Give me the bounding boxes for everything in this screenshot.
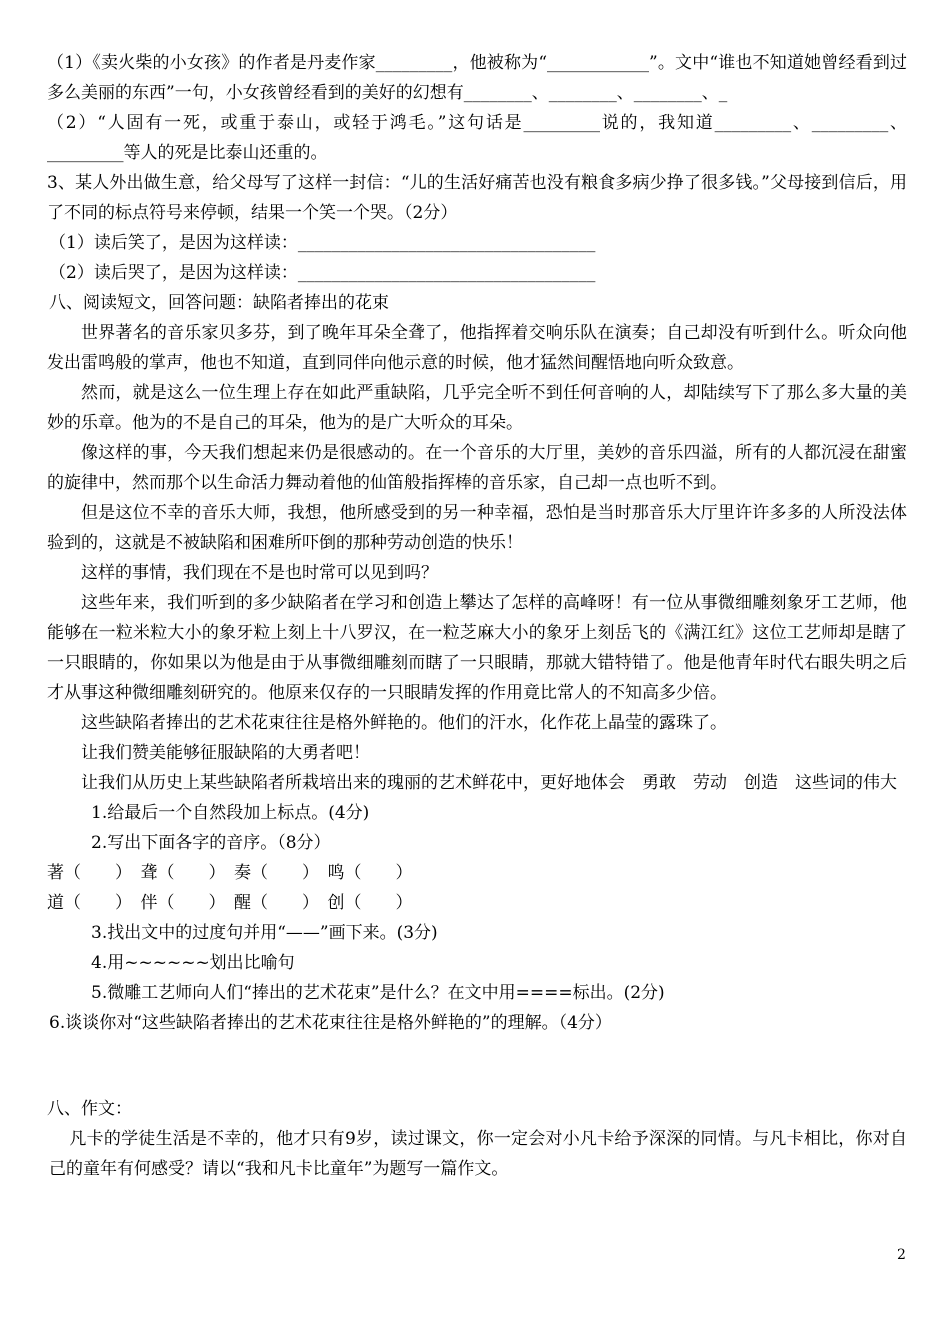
fill-blank-item-2: （2）“人固有一死，或重于泰山，或轻于鸿毛。”这句话是_________说的，我知道_________、_________、_________等人的死是比泰山还重的。 [47, 113, 907, 163]
phonetic-order-row-1: 著（ ） 聋（ ） 奏（ ） 鸣（ ） [47, 863, 413, 883]
reading-question-4: 4.用~~~~~~划出比喻句 [91, 953, 295, 973]
punctuation-answer-laugh: （1）读后笑了，是因为这样读：___________________________________ [49, 233, 596, 253]
phonetic-order-row-2: 道（ ） 伴（ ） 醒（ ） 创（ ） [47, 893, 413, 913]
composition-prompt: 凡卡的学徒生活是不幸的，他才只有9岁，读过课文，你一定会对小凡卡给予深深的同情。与凡卡相比，你对自己的童年有何感受？请以“我和凡卡比童年”为题写一篇作文。 [49, 1129, 907, 1179]
reading-paragraph: 像这样的事，今天我们想起来仍是很感动的。在一个音乐的大厅里，美妙的音乐四溢，所有的人都沉浸在甜蜜的旋律中，然而那个以生命活力舞动着他的仙笛般指挥棒的音乐家，自己却一点也听不到。 [47, 443, 907, 493]
composition-heading: 八、作文： [47, 1099, 132, 1119]
punctuation-answer-cry: （2）读后哭了，是因为这样读：___________________________________ [49, 263, 596, 283]
reading-question-5: 5.微雕工艺师向人们“捧出的艺术花束”是什么？在文中用====标出。(2分) [91, 983, 665, 1003]
reading-paragraph: 世界著名的音乐家贝多芬，到了晚年耳朵全聋了，他指挥着交响乐队在演奏；自己却没有听到什么。听众向他发出雷鸣般的掌声，他也不知道，直到同伴向他示意的时候，他才猛然间醒悟地向听众致意。 [47, 323, 907, 373]
reading-paragraph: 这些年来，我们听到的多少缺陷者在学习和创造上攀达了怎样的高峰呀！有一位从事微细雕刻象牙工艺师，他能够在一粒米粒大小的象牙粒上刻上十八罗汉，在一粒芝麻大小的象牙上刻岳飞的《满江红》这位工艺师却是瞎了一只眼睛的，你如果以为他是由于从事微细雕刻而瞎了一只眼睛，那就大错特错了。他是他青年时代右眼失明之后才从事这种微细雕刻研究的。他原来仅存的一只眼睛发挥的作用竟比常人的不知高多少倍。 [47, 593, 907, 703]
reading-question-3: 3.找出文中的过度句并用“——”画下来。(3分) [91, 923, 438, 943]
fill-blank-item-1: （1）《卖火柴的小女孩》的作者是丹麦作家_________，他被称为“____________”。文中“谁也不知道她曾经看到过多么美丽的东西”一句，小女孩曾经看到的美好的幻想有________、________、________、_ [47, 53, 907, 103]
punctuation-question: 3、某人外出做生意，给父母写了这样一封信：“儿的生活好痛苦也没有粮食多病少挣了很多钱。”父母接到信后，用了不同的标点符号来停顿，结果一个笑一个哭。（2分） [47, 173, 907, 223]
spacer [47, 1038, 907, 1094]
reading-question-6: 6.谈谈你对“这些缺陷者捧出的艺术花束往往是格外鲜艳的”的理解。（4分） [49, 1013, 612, 1033]
reading-question-2: 2.写出下面各字的音序。（8分） [91, 833, 331, 853]
reading-paragraph: 让我们赞美能够征服缺陷的大勇者吧！ [81, 743, 370, 763]
reading-question-1: 1.给最后一个自然段加上标点。(4分) [91, 803, 370, 823]
reading-heading: 八、阅读短文，回答问题：缺陷者捧出的花束 [49, 293, 389, 313]
reading-paragraph: 让我们从历史上某些缺陷者所栽培出来的瑰丽的艺术鲜花中，更好地体会 勇敢 劳动 创造 这些词的伟大 [81, 773, 897, 793]
reading-paragraph: 然而，就是这么一位生理上存在如此严重缺陷，几乎完全听不到任何音响的人，却陆续写下了那么多大量的美妙的乐章。他为的不是自己的耳朵，他为的是广大听众的耳朵。 [47, 383, 907, 433]
page-number: 2 [897, 1247, 906, 1263]
reading-paragraph: 这样的事情，我们现在不是也时常可以见到吗？ [81, 563, 438, 583]
worksheet-page [47, 48, 907, 1184]
reading-paragraph: 这些缺陷者捧出的艺术花束往往是格外鲜艳的。他们的汗水，化作花上晶莹的露珠了。 [81, 713, 727, 733]
reading-paragraph: 但是这位不幸的音乐大师，我想，他所感受到的另一种幸福，恐怕是当时那音乐大厅里许许多多的人所没法体验到的，这就是不被缺陷和困难所吓倒的那种劳动创造的快乐！ [47, 503, 907, 553]
